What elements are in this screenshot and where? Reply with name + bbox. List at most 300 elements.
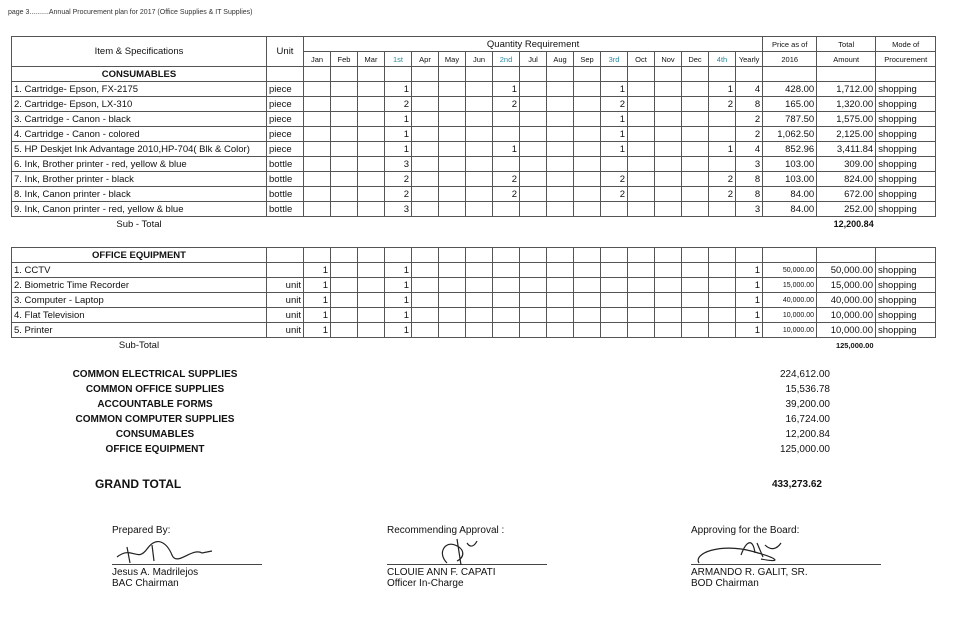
qty-cell xyxy=(520,82,547,97)
summary-row xyxy=(60,444,830,459)
qty-cell xyxy=(331,278,358,293)
unit-cell: piece xyxy=(267,142,304,157)
qty-cell xyxy=(520,142,547,157)
qty-cell xyxy=(493,278,520,293)
qty-cell: 1 xyxy=(601,112,628,127)
qty-cell xyxy=(709,263,736,278)
col-month-header: Aug xyxy=(547,52,574,67)
subtotal-label: Sub - Total xyxy=(116,218,162,230)
table-row xyxy=(12,142,936,157)
qty-cell xyxy=(601,308,628,323)
item-cell: 7. Ink, Brother printer - black xyxy=(12,172,267,187)
qty-cell xyxy=(547,97,574,112)
col-month-header: Jul xyxy=(520,52,547,67)
item-cell: 3. Computer - Laptop xyxy=(12,293,267,308)
subtotal-value: 125,000.00 xyxy=(835,340,874,350)
qty-cell xyxy=(655,323,682,338)
qty-cell xyxy=(547,187,574,202)
subtotal-label: Sub-Total xyxy=(118,339,160,351)
qty-cell xyxy=(682,82,709,97)
qty-cell xyxy=(628,308,655,323)
qty-cell xyxy=(493,157,520,172)
qty-cell xyxy=(628,97,655,112)
price-cell: 103.00 xyxy=(763,172,817,187)
qty-cell xyxy=(304,97,331,112)
qty-cell: 1 xyxy=(304,263,331,278)
qty-cell: 2 xyxy=(601,172,628,187)
summary-label: COMMON OFFICE SUPPLIES xyxy=(85,384,225,395)
item-cell: 1. Cartridge- Epson, FX-2175 xyxy=(12,82,267,97)
equipment-table xyxy=(11,247,936,352)
col-month-header: Oct xyxy=(628,52,655,67)
subtotal-row xyxy=(12,217,936,232)
qty-cell xyxy=(547,82,574,97)
price-cell: 84.00 xyxy=(763,187,817,202)
qty-cell xyxy=(412,157,439,172)
qty-cell xyxy=(628,82,655,97)
total-cell: 252.00 xyxy=(817,202,876,217)
summary-row xyxy=(60,429,830,444)
qty-cell: 2 xyxy=(493,172,520,187)
qty-cell xyxy=(655,278,682,293)
qty-cell xyxy=(439,308,466,323)
qty-cell: 3 xyxy=(385,202,412,217)
qty-cell xyxy=(304,127,331,142)
signature-mark xyxy=(112,535,222,565)
qty-cell: 8 xyxy=(736,172,763,187)
qty-cell: 2 xyxy=(736,127,763,142)
qty-cell xyxy=(358,142,385,157)
qty-cell: 1 xyxy=(385,293,412,308)
qty-cell xyxy=(520,157,547,172)
col-item-header: Item & Specifications xyxy=(12,37,267,67)
subtotal-value: 12,200.84 xyxy=(833,218,874,229)
qty-cell: 2 xyxy=(601,187,628,202)
qty-cell xyxy=(682,112,709,127)
qty-cell xyxy=(601,323,628,338)
qty-cell xyxy=(682,278,709,293)
qty-cell xyxy=(439,142,466,157)
qty-cell: 1 xyxy=(601,82,628,97)
qty-cell: 1 xyxy=(493,142,520,157)
qty-cell: 2 xyxy=(709,97,736,112)
summary-label: ACCOUNTABLE FORMS xyxy=(97,399,213,410)
col-month-header: May xyxy=(439,52,466,67)
qty-cell xyxy=(574,293,601,308)
signatory-approving xyxy=(691,525,881,589)
qty-cell: 1 xyxy=(385,142,412,157)
price-cell: 852.96 xyxy=(763,142,817,157)
qty-cell xyxy=(655,112,682,127)
qty-cell xyxy=(358,323,385,338)
qty-cell xyxy=(520,278,547,293)
qty-cell xyxy=(412,263,439,278)
unit-cell: bottle xyxy=(267,172,304,187)
qty-cell xyxy=(493,263,520,278)
qty-cell xyxy=(358,172,385,187)
qty-cell xyxy=(412,202,439,217)
qty-cell xyxy=(628,127,655,142)
qty-cell xyxy=(709,112,736,127)
qty-cell xyxy=(601,293,628,308)
table-row xyxy=(12,278,936,293)
col-price-header-2: 2016 xyxy=(763,52,817,67)
qty-cell xyxy=(574,278,601,293)
mode-cell: shopping xyxy=(876,263,936,278)
item-cell: 1. CCTV xyxy=(12,263,267,278)
mode-cell: shopping xyxy=(876,127,936,142)
qty-cell xyxy=(547,127,574,142)
qty-cell xyxy=(412,82,439,97)
qty-cell: 1 xyxy=(385,263,412,278)
qty-cell xyxy=(439,187,466,202)
total-cell: 1,712.00 xyxy=(817,82,876,97)
unit-cell: piece xyxy=(267,112,304,127)
mode-cell: shopping xyxy=(876,82,936,97)
col-mode-header-2: Procurement xyxy=(876,52,936,67)
qty-cell xyxy=(520,293,547,308)
qty-cell: 2 xyxy=(709,172,736,187)
qty-cell xyxy=(547,263,574,278)
qty-cell xyxy=(547,278,574,293)
qty-cell xyxy=(682,157,709,172)
qty-cell xyxy=(520,112,547,127)
qty-cell xyxy=(682,202,709,217)
qty-cell xyxy=(466,127,493,142)
qty-cell xyxy=(439,278,466,293)
qty-cell xyxy=(682,187,709,202)
price-cell: 10,000.00 xyxy=(763,308,817,323)
qty-cell xyxy=(358,187,385,202)
qty-cell xyxy=(655,187,682,202)
qty-cell xyxy=(358,278,385,293)
summary-value: 12,200.84 xyxy=(785,429,830,440)
qty-cell xyxy=(358,112,385,127)
qty-cell: 2 xyxy=(493,187,520,202)
qty-cell xyxy=(331,202,358,217)
item-cell: 4. Cartridge - Canon - colored xyxy=(12,127,267,142)
qty-cell: 1 xyxy=(601,142,628,157)
mode-cell: shopping xyxy=(876,323,936,338)
qty-cell xyxy=(304,172,331,187)
summary-label: COMMON ELECTRICAL SUPPLIES xyxy=(72,369,238,380)
qty-cell: 1 xyxy=(385,308,412,323)
summary-list xyxy=(60,369,830,459)
price-cell: 84.00 xyxy=(763,202,817,217)
qty-cell xyxy=(682,323,709,338)
table-row xyxy=(12,127,936,142)
qty-cell: 3 xyxy=(736,202,763,217)
total-cell: 1,320.00 xyxy=(817,97,876,112)
qty-cell xyxy=(709,157,736,172)
summary-value: 39,200.00 xyxy=(785,399,830,410)
col-month-header: Mar xyxy=(358,52,385,67)
summary-row xyxy=(60,414,830,429)
qty-cell: 1 xyxy=(493,82,520,97)
qty-cell: 2 xyxy=(385,172,412,187)
col-month-header: Jan xyxy=(304,52,331,67)
qty-cell: 1 xyxy=(736,293,763,308)
qty-cell xyxy=(709,293,736,308)
consumables-table xyxy=(11,36,936,231)
col-month-header: 2nd xyxy=(493,52,520,67)
summary-value: 15,536.78 xyxy=(785,384,830,395)
table-row xyxy=(12,202,936,217)
qty-cell xyxy=(331,172,358,187)
qty-cell xyxy=(331,142,358,157)
total-cell: 824.00 xyxy=(817,172,876,187)
qty-cell xyxy=(439,323,466,338)
mode-cell: shopping xyxy=(876,97,936,112)
qty-cell: 1 xyxy=(709,142,736,157)
qty-cell xyxy=(439,172,466,187)
col-total-header-1: Total xyxy=(817,37,876,52)
table-row xyxy=(12,112,936,127)
qty-cell xyxy=(655,142,682,157)
total-cell: 3,411.84 xyxy=(817,142,876,157)
mode-cell: shopping xyxy=(876,308,936,323)
qty-cell xyxy=(331,112,358,127)
qty-cell xyxy=(493,323,520,338)
qty-cell xyxy=(709,308,736,323)
qty-cell xyxy=(466,323,493,338)
item-cell: 4. Flat Television xyxy=(12,308,267,323)
qty-cell xyxy=(304,112,331,127)
col-month-header: 3rd xyxy=(601,52,628,67)
col-price-header-1: Price as of xyxy=(763,37,817,52)
table-row xyxy=(12,157,936,172)
qty-cell: 3 xyxy=(385,157,412,172)
qty-cell: 2 xyxy=(385,187,412,202)
qty-cell xyxy=(412,172,439,187)
col-total-header-2: Amount xyxy=(817,52,876,67)
table-row xyxy=(12,323,936,338)
table-row xyxy=(12,97,936,112)
qty-cell xyxy=(466,308,493,323)
signatory-name: ARMANDO R. GALIT, SR. xyxy=(691,567,808,578)
mode-cell: shopping xyxy=(876,112,936,127)
qty-cell xyxy=(547,112,574,127)
qty-cell: 2 xyxy=(709,187,736,202)
price-cell: 15,000.00 xyxy=(763,278,817,293)
total-cell: 1,575.00 xyxy=(817,112,876,127)
price-cell: 787.50 xyxy=(763,112,817,127)
qty-cell xyxy=(412,323,439,338)
qty-cell xyxy=(709,278,736,293)
qty-cell xyxy=(439,97,466,112)
signature-mark xyxy=(691,533,801,569)
total-cell: 2,125.00 xyxy=(817,127,876,142)
qty-cell xyxy=(520,202,547,217)
qty-cell xyxy=(709,323,736,338)
qty-cell xyxy=(331,157,358,172)
signatory-name: Jesus A. Madrilejos xyxy=(112,567,199,578)
col-month-header: 1st xyxy=(385,52,412,67)
qty-cell xyxy=(547,293,574,308)
total-cell: 10,000.00 xyxy=(817,323,876,338)
qty-cell xyxy=(682,308,709,323)
qty-cell xyxy=(520,308,547,323)
qty-cell xyxy=(520,127,547,142)
qty-cell xyxy=(601,263,628,278)
unit-cell: bottle xyxy=(267,202,304,217)
unit-cell: unit xyxy=(267,323,304,338)
item-cell: 2. Biometric Time Recorder xyxy=(12,278,267,293)
qty-cell xyxy=(412,112,439,127)
mode-cell: shopping xyxy=(876,278,936,293)
qty-cell xyxy=(574,202,601,217)
grand-total-label: GRAND TOTAL xyxy=(95,477,182,491)
qty-cell xyxy=(304,82,331,97)
qty-cell xyxy=(628,202,655,217)
qty-cell xyxy=(493,293,520,308)
item-cell: 5. Printer xyxy=(12,323,267,338)
qty-cell xyxy=(331,82,358,97)
col-month-header: Nov xyxy=(655,52,682,67)
qty-cell: 2 xyxy=(601,97,628,112)
qty-cell xyxy=(358,308,385,323)
qty-cell xyxy=(655,82,682,97)
qty-cell xyxy=(412,142,439,157)
qty-cell xyxy=(628,157,655,172)
unit-cell xyxy=(267,263,304,278)
qty-cell xyxy=(628,172,655,187)
qty-cell xyxy=(439,202,466,217)
qty-cell xyxy=(520,97,547,112)
item-cell: 8. Ink, Canon printer - black xyxy=(12,187,267,202)
qty-cell xyxy=(466,97,493,112)
col-mode-header-1: Mode of xyxy=(876,37,936,52)
qty-cell xyxy=(466,112,493,127)
qty-cell xyxy=(655,293,682,308)
qty-cell xyxy=(547,157,574,172)
qty-cell: 1 xyxy=(709,82,736,97)
table-row xyxy=(12,263,936,278)
price-cell: 50,000.00 xyxy=(763,263,817,278)
summary-value: 125,000.00 xyxy=(779,444,830,455)
qty-cell xyxy=(628,187,655,202)
col-month-header: Sep xyxy=(574,52,601,67)
signatory-name: CLOUIE ANN F. CAPATI xyxy=(387,567,496,578)
qty-cell: 1 xyxy=(601,127,628,142)
qty-cell: 1 xyxy=(304,323,331,338)
summary-row xyxy=(60,399,830,414)
qty-cell: 3 xyxy=(736,157,763,172)
qty-cell xyxy=(358,127,385,142)
qty-cell: 1 xyxy=(304,293,331,308)
qty-cell xyxy=(412,308,439,323)
qty-cell xyxy=(655,308,682,323)
col-month-header: Apr xyxy=(412,52,439,67)
grand-total-value: 433,273.62 xyxy=(771,479,822,490)
summary-row xyxy=(60,384,830,399)
summary-label: OFFICE EQUIPMENT xyxy=(105,444,205,455)
qty-cell xyxy=(628,112,655,127)
item-cell: 3. Cartridge - Canon - black xyxy=(12,112,267,127)
summary-row xyxy=(60,369,830,384)
qty-cell xyxy=(493,127,520,142)
item-cell: 5. HP Deskjet Ink Advantage 2010,HP-704( Blk & Color) xyxy=(12,142,267,157)
signatory-label: Approving for the Board: xyxy=(691,525,800,536)
table-row xyxy=(12,308,936,323)
qty-cell xyxy=(331,323,358,338)
qty-cell xyxy=(628,293,655,308)
col-quantity-header: Quantity Requirement xyxy=(304,37,763,52)
unit-cell: piece xyxy=(267,127,304,142)
qty-cell xyxy=(466,157,493,172)
qty-cell xyxy=(574,263,601,278)
qty-cell xyxy=(520,263,547,278)
unit-cell: unit xyxy=(267,293,304,308)
qty-cell: 1 xyxy=(385,278,412,293)
qty-cell xyxy=(331,97,358,112)
qty-cell xyxy=(682,127,709,142)
col-month-header: Dec xyxy=(682,52,709,67)
unit-cell: bottle xyxy=(267,187,304,202)
qty-cell: 2 xyxy=(385,97,412,112)
qty-cell xyxy=(439,157,466,172)
table-row xyxy=(12,172,936,187)
qty-cell xyxy=(682,263,709,278)
qty-cell xyxy=(331,263,358,278)
qty-cell: 1 xyxy=(385,127,412,142)
qty-cell xyxy=(547,323,574,338)
qty-cell xyxy=(520,323,547,338)
signatory-prepared xyxy=(112,525,262,589)
qty-cell xyxy=(331,308,358,323)
unit-cell: bottle xyxy=(267,157,304,172)
qty-cell xyxy=(439,127,466,142)
qty-cell: 1 xyxy=(736,308,763,323)
qty-cell xyxy=(412,278,439,293)
qty-cell xyxy=(304,202,331,217)
mode-cell: shopping xyxy=(876,187,936,202)
qty-cell xyxy=(628,263,655,278)
qty-cell xyxy=(439,293,466,308)
signatory-label: Recommending Approval : xyxy=(387,525,505,536)
unit-cell: piece xyxy=(267,82,304,97)
qty-cell xyxy=(709,202,736,217)
qty-cell xyxy=(601,202,628,217)
qty-cell xyxy=(493,308,520,323)
col-month-header: 4th xyxy=(709,52,736,67)
qty-cell xyxy=(331,293,358,308)
qty-cell xyxy=(682,97,709,112)
col-month-header: Yearly xyxy=(736,52,763,67)
qty-cell xyxy=(709,127,736,142)
item-cell: 2. Cartridge- Epson, LX-310 xyxy=(12,97,267,112)
qty-cell: 8 xyxy=(736,97,763,112)
qty-cell: 1 xyxy=(385,82,412,97)
qty-cell xyxy=(412,127,439,142)
qty-cell xyxy=(331,187,358,202)
qty-cell: 4 xyxy=(736,82,763,97)
qty-cell xyxy=(358,82,385,97)
qty-cell xyxy=(574,97,601,112)
signatory-title: Officer In-Charge xyxy=(387,578,464,589)
qty-cell xyxy=(682,172,709,187)
qty-cell: 1 xyxy=(304,308,331,323)
total-cell: 50,000.00 xyxy=(817,263,876,278)
table-row xyxy=(12,293,936,308)
signatory-title: BOD Chairman xyxy=(691,578,759,589)
mode-cell: shopping xyxy=(876,293,936,308)
qty-cell xyxy=(358,293,385,308)
qty-cell xyxy=(412,187,439,202)
qty-cell xyxy=(304,157,331,172)
qty-cell xyxy=(520,172,547,187)
summary-label: CONSUMABLES xyxy=(115,429,195,440)
